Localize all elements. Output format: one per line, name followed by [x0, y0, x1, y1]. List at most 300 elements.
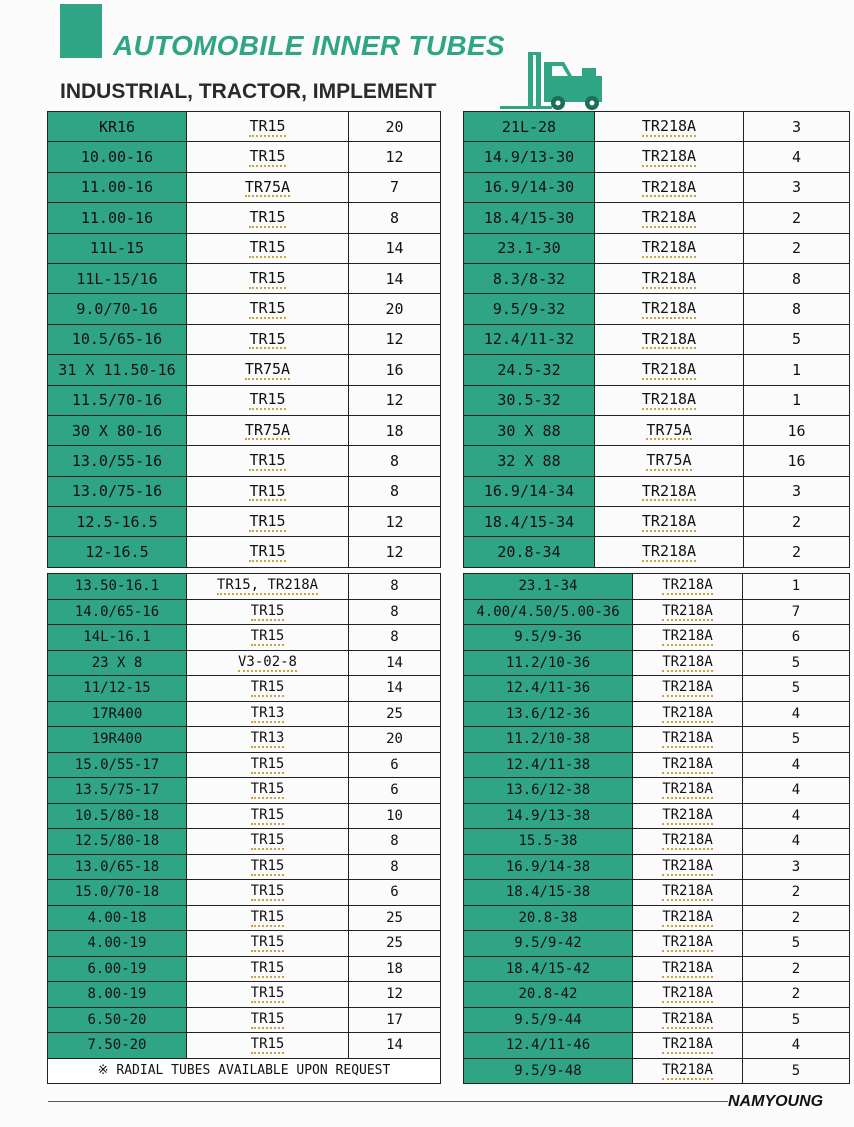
table-row	[48, 1007, 441, 1033]
table-row	[48, 142, 441, 172]
table-row	[464, 507, 850, 537]
forklift-icon	[498, 46, 610, 112]
quantity-cell: 1	[744, 385, 850, 415]
tire-size-cell: 17R400	[48, 701, 187, 727]
valve-cell	[633, 1033, 743, 1059]
valve-code: TR218A	[641, 481, 697, 500]
quantity-cell: 2	[743, 982, 850, 1008]
valve-code: TR15	[249, 481, 286, 500]
valve-cell	[187, 829, 349, 855]
tire-size-cell: 10.5/80-18	[48, 803, 187, 829]
table-row	[464, 752, 850, 778]
table-row	[464, 778, 850, 804]
tire-size-cell: 13.0/65-18	[48, 854, 187, 880]
valve-cell	[187, 1007, 349, 1033]
quantity-cell: 25	[349, 931, 441, 957]
table-row	[48, 982, 441, 1008]
table-row	[48, 650, 441, 676]
table-row	[464, 324, 850, 354]
table-row	[464, 1058, 850, 1084]
table-row	[48, 880, 441, 906]
table-bottom-left	[47, 573, 441, 1084]
valve-code: TR218A	[662, 704, 713, 721]
valve-cell	[187, 931, 349, 957]
valve-code: TR218A	[641, 207, 697, 226]
quantity-cell: 25	[349, 905, 441, 931]
valve-cell	[633, 905, 743, 931]
quantity-cell: 6	[743, 625, 850, 651]
valve-code: TR15	[250, 857, 285, 874]
valve-cell	[633, 650, 743, 676]
quantity-cell: 14	[349, 1033, 441, 1059]
valve-cell	[187, 385, 349, 415]
tire-size-cell: 21L-28	[464, 112, 595, 142]
page-subtitle: INDUSTRIAL, TRACTOR, IMPLEMENT	[60, 80, 437, 103]
quantity-cell: 1	[743, 574, 850, 600]
quantity-cell: 6	[349, 778, 441, 804]
table-row	[464, 385, 850, 415]
valve-code: TR218A	[662, 959, 713, 976]
quantity-cell: 10	[349, 803, 441, 829]
quantity-cell: 4	[743, 778, 850, 804]
quantity-cell: 3	[743, 854, 850, 880]
tire-size-cell: 14L-16.1	[48, 625, 187, 651]
table-row	[464, 263, 850, 293]
tire-size-cell: 11.00-16	[48, 172, 187, 202]
tire-size-cell: 16.9/14-34	[464, 476, 595, 506]
quantity-cell: 12	[349, 982, 441, 1008]
table-row	[464, 294, 850, 324]
header-accent-block	[60, 4, 102, 58]
valve-code: TR15	[249, 451, 286, 470]
table-row	[464, 676, 850, 702]
valve-cell	[633, 1007, 743, 1033]
quantity-cell: 8	[349, 599, 441, 625]
tire-size-cell: 15.0/55-17	[48, 752, 187, 778]
table-row	[48, 676, 441, 702]
valve-code: TR218A	[641, 542, 697, 561]
table-row	[48, 172, 441, 202]
quantity-cell: 16	[349, 355, 441, 385]
quantity-cell: 5	[743, 1007, 850, 1033]
valve-cell	[187, 537, 349, 567]
quantity-cell: 18	[349, 415, 441, 445]
valve-cell	[187, 650, 349, 676]
tire-size-cell: 12.4/11-32	[464, 324, 595, 354]
tire-size-cell: 6.00-19	[48, 956, 187, 982]
valve-code: TR15	[250, 959, 285, 976]
table-row	[48, 415, 441, 445]
quantity-cell: 6	[349, 880, 441, 906]
table-row	[464, 233, 850, 263]
valve-code: TR218A	[662, 1061, 713, 1078]
valve-code: TR15	[249, 390, 286, 409]
table-row	[464, 355, 850, 385]
table-row	[464, 905, 850, 931]
tire-size-cell: 11.2/10-36	[464, 650, 633, 676]
quantity-cell: 4	[744, 142, 850, 172]
quantity-cell: 8	[349, 476, 441, 506]
table-row	[464, 599, 850, 625]
table-row	[464, 880, 850, 906]
valve-cell	[595, 385, 744, 415]
tire-size-cell: 20.8-34	[464, 537, 595, 567]
table-bottom-right	[463, 573, 850, 1084]
valve-cell	[187, 172, 349, 202]
tire-size-cell: 4.00-18	[48, 905, 187, 931]
quantity-cell: 20	[349, 727, 441, 753]
valve-code: TR218A	[662, 883, 713, 900]
quantity-cell: 5	[743, 727, 850, 753]
tire-size-cell: 23.1-30	[464, 233, 595, 263]
valve-cell	[633, 829, 743, 855]
tire-size-cell: 30 X 88	[464, 415, 595, 445]
tire-size-cell: 31 X 11.50-16	[48, 355, 187, 385]
valve-code: TR218A	[662, 1036, 713, 1053]
valve-cell	[595, 507, 744, 537]
quantity-cell: 7	[349, 172, 441, 202]
valve-code: TR15	[249, 511, 286, 530]
tire-size-cell: 30 X 80-16	[48, 415, 187, 445]
valve-code: TR218A	[641, 329, 697, 348]
tire-size-cell: 18.4/15-38	[464, 880, 633, 906]
valve-cell	[187, 778, 349, 804]
tire-size-cell: 12.5/80-18	[48, 829, 187, 855]
valve-cell	[187, 752, 349, 778]
valve-code: TR15	[250, 832, 285, 849]
tire-size-cell: 11L-15/16	[48, 263, 187, 293]
quantity-cell: 5	[744, 324, 850, 354]
valve-cell	[187, 203, 349, 233]
valve-cell	[187, 507, 349, 537]
valve-code: TR218A	[641, 299, 697, 318]
table-row	[464, 982, 850, 1008]
quantity-cell: 8	[349, 625, 441, 651]
radial-tubes-note: ※ RADIAL TUBES AVAILABLE UPON REQUEST	[48, 1058, 441, 1084]
valve-code: TR218A	[641, 177, 697, 196]
table-row	[464, 203, 850, 233]
table-row	[48, 507, 441, 537]
quantity-cell: 3	[744, 172, 850, 202]
brand-name: NAMYOUNG	[728, 1093, 824, 1110]
table-row	[48, 355, 441, 385]
valve-code: TR218A	[662, 730, 713, 747]
quantity-cell: 4	[743, 803, 850, 829]
valve-cell	[187, 803, 349, 829]
tire-size-cell: 24.5-32	[464, 355, 595, 385]
tire-size-cell: 14.9/13-38	[464, 803, 633, 829]
valve-cell	[595, 324, 744, 354]
valve-code: TR15	[250, 1010, 285, 1027]
valve-cell	[633, 854, 743, 880]
quantity-cell: 12	[349, 324, 441, 354]
table-row	[48, 905, 441, 931]
quantity-cell: 25	[349, 701, 441, 727]
valve-code: TR15	[250, 985, 285, 1002]
valve-cell	[187, 676, 349, 702]
tire-size-cell: 11/12-15	[48, 676, 187, 702]
tire-size-cell: 9.5/9-48	[464, 1058, 633, 1084]
valve-cell	[633, 676, 743, 702]
table-row	[464, 701, 850, 727]
valve-code: TR75A	[244, 420, 291, 439]
tire-size-cell: 19R400	[48, 727, 187, 753]
valve-cell	[595, 476, 744, 506]
valve-code: TR218A	[662, 781, 713, 798]
valve-cell	[187, 625, 349, 651]
quantity-cell: 16	[744, 415, 850, 445]
table-row	[48, 701, 441, 727]
valve-cell	[633, 752, 743, 778]
tire-size-cell: 9.5/9-42	[464, 931, 633, 957]
quantity-cell: 2	[743, 956, 850, 982]
table-row	[464, 476, 850, 506]
table-row	[464, 650, 850, 676]
tire-size-cell: 16.9/14-38	[464, 854, 633, 880]
valve-code: TR218A	[662, 806, 713, 823]
tire-size-cell: 18.4/15-42	[464, 956, 633, 982]
quantity-cell: 8	[349, 574, 441, 600]
valve-cell	[633, 803, 743, 829]
table-row	[464, 142, 850, 172]
page-title: AUTOMOBILE INNER TUBES	[113, 30, 505, 61]
valve-code: TR218A	[662, 934, 713, 951]
tire-size-cell: 18.4/15-34	[464, 507, 595, 537]
quantity-cell: 12	[349, 507, 441, 537]
valve-cell	[187, 599, 349, 625]
valve-cell	[633, 931, 743, 957]
tire-size-cell: 14.9/13-30	[464, 142, 595, 172]
quantity-cell: 14	[349, 263, 441, 293]
quantity-cell: 14	[349, 676, 441, 702]
table-row	[464, 574, 850, 600]
valve-code: TR218A	[662, 577, 713, 594]
valve-code: TR218A	[641, 268, 697, 287]
tire-size-cell: 11.5/70-16	[48, 385, 187, 415]
quantity-cell: 2	[743, 880, 850, 906]
table-row	[48, 203, 441, 233]
quantity-cell: 6	[349, 752, 441, 778]
quantity-cell: 5	[743, 931, 850, 957]
tire-size-cell: 32 X 88	[464, 446, 595, 476]
table-row	[48, 931, 441, 957]
valve-code: TR218A	[662, 1010, 713, 1027]
tire-size-cell: 9.5/9-36	[464, 625, 633, 651]
valve-cell	[595, 172, 744, 202]
valve-code: TR218A	[662, 602, 713, 619]
quantity-cell: 5	[743, 1058, 850, 1084]
table-row	[48, 752, 441, 778]
table-row	[464, 956, 850, 982]
tire-size-cell: 18.4/15-30	[464, 203, 595, 233]
tire-size-cell: 9.0/70-16	[48, 294, 187, 324]
tire-size-cell: 10.00-16	[48, 142, 187, 172]
quantity-cell: 2	[743, 905, 850, 931]
table-row	[464, 727, 850, 753]
tire-size-cell: 8.3/8-32	[464, 263, 595, 293]
valve-code: V3-02-8	[237, 653, 297, 670]
quantity-cell: 20	[349, 294, 441, 324]
valve-cell	[595, 112, 744, 142]
tire-size-cell: 4.00/4.50/5.00-36	[464, 599, 633, 625]
footer-rule	[48, 1101, 728, 1102]
valve-cell	[187, 854, 349, 880]
tire-size-cell: 13.0/55-16	[48, 446, 187, 476]
tire-size-cell: 14.0/65-16	[48, 599, 187, 625]
table-row	[48, 574, 441, 600]
valve-cell	[595, 294, 744, 324]
valve-code: TR218A	[662, 653, 713, 670]
valve-cell	[187, 956, 349, 982]
table-row	[48, 112, 441, 142]
valve-cell	[595, 203, 744, 233]
valve-code: TR75A	[646, 420, 692, 439]
tire-size-cell: 4.00-19	[48, 931, 187, 957]
valve-cell	[633, 625, 743, 651]
table-row	[48, 625, 441, 651]
valve-code: TR15	[250, 679, 285, 696]
valve-code: TR218A	[641, 511, 697, 530]
valve-code: TR13	[250, 704, 285, 721]
table-row	[48, 537, 441, 567]
tire-size-cell: 11L-15	[48, 233, 187, 263]
table-row	[48, 599, 441, 625]
quantity-cell: 1	[744, 355, 850, 385]
valve-code: TR75A	[646, 451, 692, 470]
tire-size-cell: 13.50-16.1	[48, 574, 187, 600]
valve-cell	[633, 1058, 743, 1084]
table-row	[464, 112, 850, 142]
valve-cell	[187, 324, 349, 354]
valve-cell	[187, 982, 349, 1008]
table-row	[464, 931, 850, 957]
valve-cell	[187, 415, 349, 445]
quantity-cell: 8	[349, 446, 441, 476]
valve-cell	[595, 537, 744, 567]
tire-size-cell: KR16	[48, 112, 187, 142]
valve-code: TR15	[250, 934, 285, 951]
table-row	[48, 263, 441, 293]
table-row	[48, 385, 441, 415]
table-row	[48, 854, 441, 880]
table-row	[464, 1033, 850, 1059]
valve-code: TR15, TR218A	[216, 577, 319, 594]
table-row	[48, 829, 441, 855]
tire-size-cell: 6.50-20	[48, 1007, 187, 1033]
valve-cell	[187, 355, 349, 385]
tire-size-cell: 9.5/9-32	[464, 294, 595, 324]
valve-cell	[187, 1033, 349, 1059]
valve-cell	[633, 880, 743, 906]
table-row	[464, 172, 850, 202]
tire-size-cell: 7.50-20	[48, 1033, 187, 1059]
valve-code: TR15	[249, 238, 286, 257]
valve-code: TR13	[250, 730, 285, 747]
table-row	[48, 324, 441, 354]
note-row	[48, 1058, 441, 1084]
table-row	[48, 1033, 441, 1059]
valve-code: TR15	[249, 147, 286, 166]
quantity-cell: 8	[349, 854, 441, 880]
tire-size-cell: 12.4/11-36	[464, 676, 633, 702]
table-row	[464, 829, 850, 855]
tire-size-cell: 30.5-32	[464, 385, 595, 415]
valve-cell	[595, 446, 744, 476]
tire-size-cell: 11.00-16	[48, 203, 187, 233]
tire-size-cell: 20.8-38	[464, 905, 633, 931]
quantity-cell: 3	[744, 476, 850, 506]
valve-code: TR218A	[662, 628, 713, 645]
tire-size-cell: 12.5-16.5	[48, 507, 187, 537]
valve-cell	[633, 727, 743, 753]
valve-cell	[187, 112, 349, 142]
table-row	[48, 956, 441, 982]
valve-code: TR15	[250, 628, 285, 645]
table-row	[48, 294, 441, 324]
tire-size-cell: 12-16.5	[48, 537, 187, 567]
valve-code: TR218A	[641, 147, 697, 166]
table-row	[464, 537, 850, 567]
valve-cell	[633, 982, 743, 1008]
valve-cell	[633, 956, 743, 982]
table-row	[464, 803, 850, 829]
tire-size-cell: 13.6/12-38	[464, 778, 633, 804]
valve-code: TR218A	[662, 985, 713, 1002]
quantity-cell: 2	[744, 233, 850, 263]
table-row	[48, 446, 441, 476]
quantity-cell: 4	[743, 701, 850, 727]
tire-size-cell: 12.4/11-38	[464, 752, 633, 778]
valve-cell	[187, 446, 349, 476]
tire-size-cell: 13.5/75-17	[48, 778, 187, 804]
valve-cell	[595, 142, 744, 172]
tire-size-cell: 16.9/14-30	[464, 172, 595, 202]
valve-code: TR15	[250, 602, 285, 619]
valve-cell	[633, 599, 743, 625]
valve-code: TR15	[249, 268, 286, 287]
quantity-cell: 12	[349, 385, 441, 415]
valve-code: TR75A	[244, 359, 291, 378]
valve-code: TR15	[249, 542, 286, 561]
valve-code: TR15	[250, 908, 285, 925]
table-top-right	[463, 111, 850, 568]
valve-cell	[187, 574, 349, 600]
valve-code: TR15	[249, 116, 286, 135]
valve-code: TR218A	[641, 359, 697, 378]
valve-cell	[187, 476, 349, 506]
tire-size-cell: 15.5-38	[464, 829, 633, 855]
table-row	[48, 727, 441, 753]
valve-code: TR218A	[662, 857, 713, 874]
valve-code: TR218A	[662, 908, 713, 925]
table-row	[464, 446, 850, 476]
quantity-cell: 8	[349, 829, 441, 855]
valve-code: TR218A	[641, 238, 697, 257]
valve-code: TR15	[250, 1036, 285, 1053]
valve-code: TR75A	[244, 177, 291, 196]
tire-size-cell: 9.5/9-44	[464, 1007, 633, 1033]
quantity-cell: 12	[349, 142, 441, 172]
quantity-cell: 2	[744, 537, 850, 567]
valve-cell	[187, 701, 349, 727]
valve-code: TR218A	[662, 679, 713, 696]
tire-size-cell: 12.4/11-46	[464, 1033, 633, 1059]
quantity-cell: 8	[349, 203, 441, 233]
quantity-cell: 12	[349, 537, 441, 567]
valve-code: TR15	[250, 755, 285, 772]
quantity-cell: 4	[743, 1033, 850, 1059]
table-row	[48, 778, 441, 804]
